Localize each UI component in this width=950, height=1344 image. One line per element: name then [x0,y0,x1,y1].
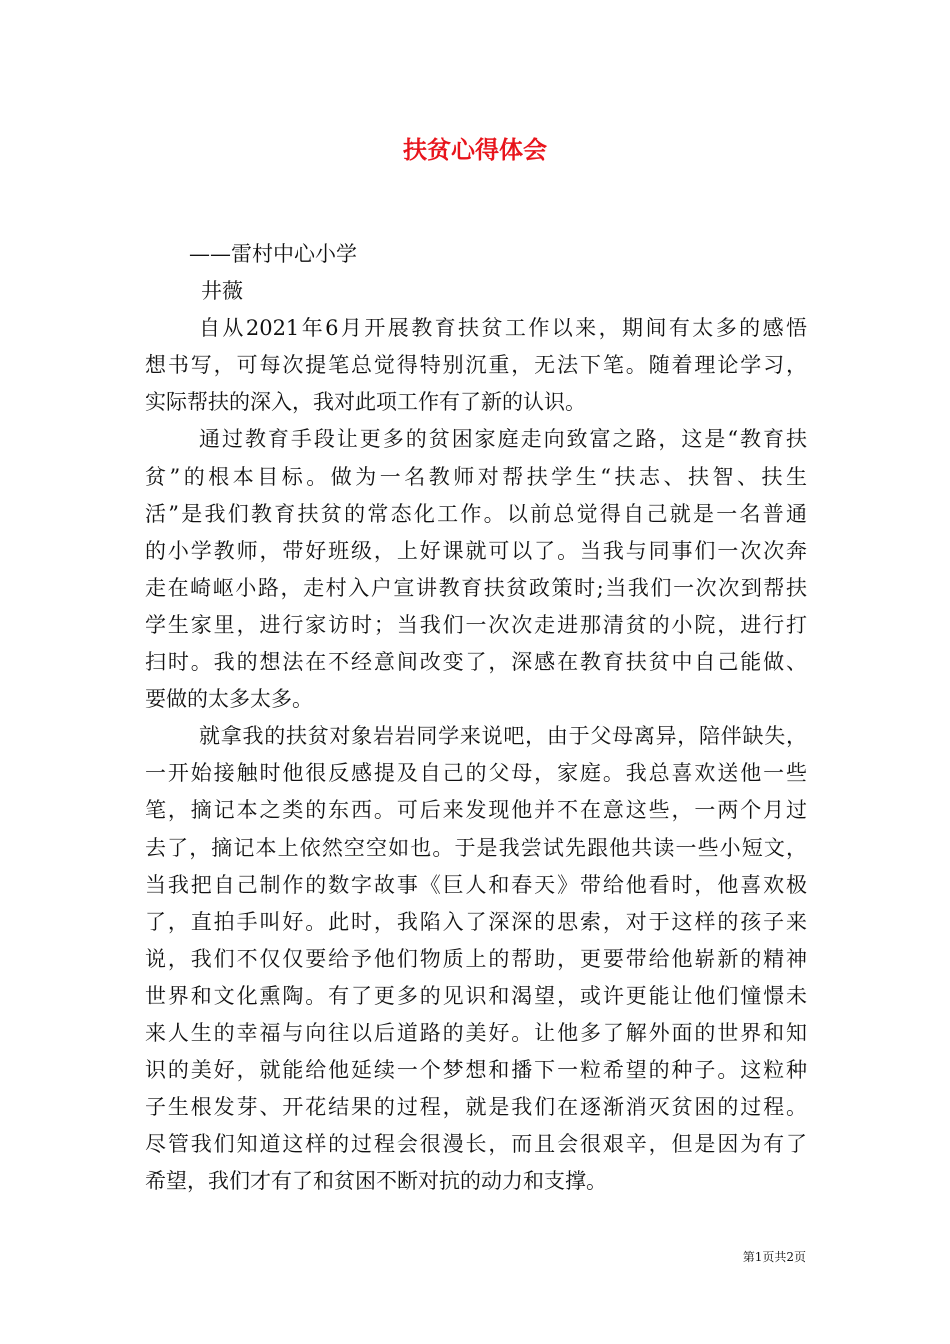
paragraph-line: 的小学教师，带好班级，上好课就可以了。当我与同事们一次次奔 [145,538,807,563]
paragraph-line: 笔，摘记本之类的东西。可后来发现他并不在意这些，一两个月过 [145,798,807,823]
author-name: 井薇 [201,279,243,304]
page-number: 第1页共2页 [742,1250,806,1264]
paragraph-line: 通过教育手段让更多的贫困家庭走向致富之路，这是“教育扶 [199,427,807,452]
paragraph-line: 识的美好，就能给他延续一个梦想和播下一粒希望的种子。这粒种 [145,1058,807,1083]
paragraph-line: 子生根发芽、开花结果的过程，就是我们在逐渐消灭贫困的过程。 [145,1095,807,1120]
paragraph [145,718,807,1200]
paragraph [145,310,807,421]
paragraph-line: 尽管我们知道这样的过程会很漫长，而且会很艰辛，但是因为有了 [145,1132,807,1157]
subtitle-school: ——雷村中心小学 [189,242,357,266]
paragraph-line: 去了，摘记本上依然空空如也。于是我尝试先跟他共读一些小短文， [145,835,807,860]
paragraph-line: 说，我们不仅仅要给予他们物质上的帮助，更要带给他崭新的精神 [145,946,807,971]
document-title: 扶贫心得体会 [403,135,547,164]
paragraph-line: 要做的太多太多。 [145,687,313,712]
document-body [145,236,807,1200]
paragraph-line: 想书写，可每次提笔总觉得特别沉重，无法下笔。随着理论学习， [145,353,807,378]
paragraph-line: 当我把自己制作的数字故事《巨人和春天》带给他看时，他喜欢极 [145,872,807,897]
paragraph-line: 贫”的根本目标。做为一名教师对帮扶学生“扶志、扶智、扶生 [145,464,807,489]
paragraph-line: 实际帮扶的深入，我对此项工作有了新的认识。 [145,390,586,415]
paragraphs [145,310,807,1200]
paragraph-line: 来人生的幸福与向往以后道路的美好。让他多了解外面的世界和知 [145,1020,807,1045]
paragraph-line: 活”是我们教育扶贫的常态化工作。以前总觉得自己就是一名普通 [145,501,807,526]
paragraph-line: 自从2021年6月开展教育扶贫工作以来，期间有太多的感悟 [199,316,807,341]
paragraph-line: 世界和文化熏陶。有了更多的见识和渴望，或许更能让他们憧憬未 [145,983,807,1008]
paragraph-line: 走在崎岖小路，走村入户宣讲教育扶贫政策时;当我们一次次到帮扶 [145,575,807,600]
paragraph [145,421,807,718]
paragraph-line: 了，直拍手叫好。此时，我陷入了深深的思索，对于这样的孩子来 [145,909,807,934]
paragraph-line: 扫时。我的想法在不经意间改变了，深感在教育扶贫中自己能做、 [145,650,807,675]
paragraph-line: 学生家里，进行家访时；当我们一次次走进那清贫的小院，进行打 [145,612,807,637]
paragraph-line: 希望，我们才有了和贫困不断对抗的动力和支撑。 [145,1169,607,1194]
paragraph-line: 一开始接触时他很反感提及自己的父母，家庭。我总喜欢送他一些 [145,761,807,786]
paragraph-line: 就拿我的扶贫对象岩岩同学来说吧，由于父母离异，陪伴缺失， [199,724,807,749]
